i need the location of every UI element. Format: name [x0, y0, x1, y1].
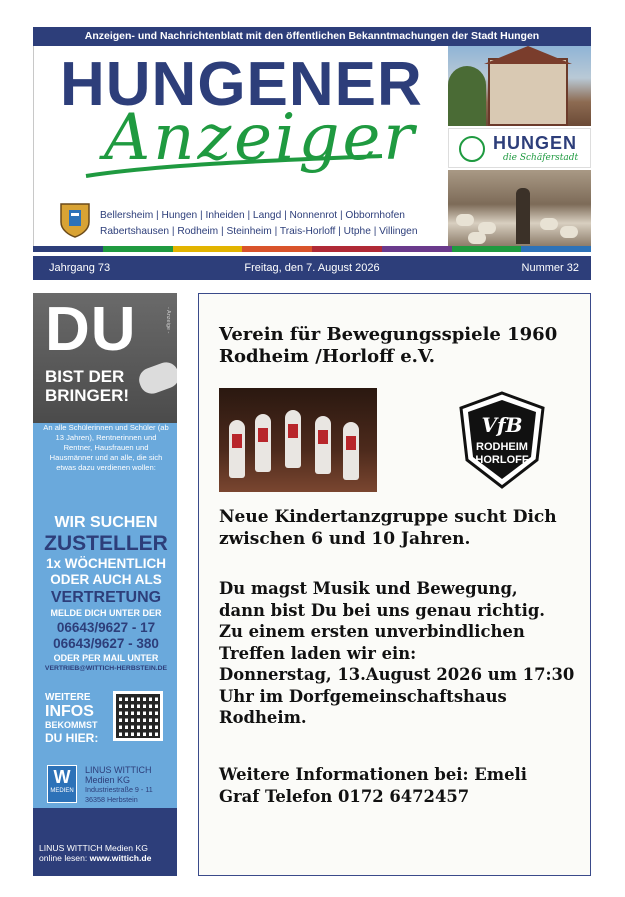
ad-hero — [33, 293, 177, 423]
ad-intro: An alle Schülerinnen und Schüler (ab 13 Jahren), Rentnerinnen und Rentner, Hausfrauen und Hausmänner und an alle, die sich etwas dazu verdienen wollen: — [43, 423, 169, 472]
badge-subtitle: die Schäferstadt — [503, 153, 579, 163]
ad-address: LINUS WITTICH Medien KG Industriestraße 9 - 11 36358 Herbstein — [85, 765, 153, 804]
ad-oder-auch-als: ODER AUCH ALS — [50, 572, 162, 587]
sidebar-footer: LINUS WITTICH Medien KG online lesen: www.wittich.de — [39, 843, 152, 863]
logo-hungener: HUNGENER — [60, 50, 423, 119]
club-title: Verein für Bewegungsspiele 1960 Rodheim /Horloff e.V. — [219, 324, 558, 367]
badge-name: HUNGEN — [493, 133, 578, 153]
town-hall-photo — [448, 46, 591, 126]
svg-text:RODHEIM: RODHEIM — [476, 441, 528, 453]
ad-label: - Anzeige - — [165, 307, 171, 334]
ad-headline: BIST DER BRINGER! — [45, 367, 130, 405]
masthead-photos — [448, 46, 591, 246]
ad-zusteller: ZUSTELLER — [44, 532, 168, 555]
logo-swoosh — [84, 154, 384, 182]
ad-phone-1: 06643/9627 - 17 — [56, 620, 156, 635]
announcement-headline: Neue Kindertanzgruppe sucht Dich zwischen 6 und 10 Jahren. — [219, 507, 557, 549]
carrier-ad-sidebar — [33, 293, 177, 876]
issue-number: Nummer 32 — [521, 262, 579, 274]
ad-oder-mail: ODER PER MAIL UNTER — [53, 653, 159, 663]
issue-date: Freitag, den 7. August 2026 — [244, 262, 380, 274]
ad-weitere-infos: WEITERE INFOS BEKOMMST DU HIER: — [45, 692, 99, 745]
wittich-logo-icon: W MEDIEN — [47, 765, 77, 803]
jahrgang: Jahrgang 73 — [49, 262, 111, 274]
places-line-2: Rabertshausen | Rodheim | Steinheim | Trais-Horloff | Utphe | Villingen — [100, 226, 418, 237]
logo-anzeiger: Anzeiger — [104, 101, 417, 175]
qr-code[interactable] — [113, 691, 163, 741]
color-strip — [33, 246, 591, 252]
ad-wir-suchen: WIR SUCHEN — [54, 514, 158, 531]
announcement-contact: Weitere Informationen bei: Emeli Graf Telefon 0172 6472457 — [219, 765, 527, 806]
svg-text:HORLOFF: HORLOFF — [475, 454, 529, 466]
ad-email[interactable]: VERTRIEB@WITTICH-HERBSTEIN.DE — [44, 665, 168, 672]
ad-du: DU — [45, 295, 137, 364]
vfb-crest-icon — [457, 390, 547, 490]
online-link[interactable]: www.wittich.de — [89, 853, 152, 863]
ad-melde: MELDE DICH UNTER DER — [50, 608, 162, 618]
castle-icon — [459, 136, 485, 162]
club-announcement — [198, 293, 591, 876]
announcement-body: Du magst Musik und Bewegung, dann bist Du bei uns genau richtig. Zu einem ersten unverbindlichen Treffen laden wir ein: Donnerstag, 13.August 2026 um 17:30 Uhr im Dorfgemeinschaftshaus Rodheim. — [219, 579, 575, 727]
masthead-topline: Anzeigen- und Nachrichtenblatt mit den öffentlichen Bekanntmachungen der Stadt Hungen — [33, 27, 591, 46]
places-line-1: Bellersheim | Hungen | Inheiden | Langd | Nonnenrot | Obbornhofen — [100, 210, 405, 221]
masthead-logo — [33, 46, 444, 246]
hungen-coat-of-arms-icon — [59, 202, 91, 238]
svg-text:VfB: VfB — [481, 413, 523, 437]
issue-info-bar — [33, 256, 591, 280]
shepherd-photo — [448, 170, 591, 246]
dance-group-photo — [219, 388, 377, 492]
newspaper-roll-icon — [136, 359, 177, 397]
ad-phone-2: 06643/9627 - 380 — [53, 636, 159, 651]
ad-woechentlich: 1x WÖCHENTLICH — [45, 556, 166, 571]
hungen-badge — [448, 128, 591, 168]
ad-vertretung: VERTRETUNG — [50, 589, 162, 606]
places-list — [100, 208, 418, 240]
